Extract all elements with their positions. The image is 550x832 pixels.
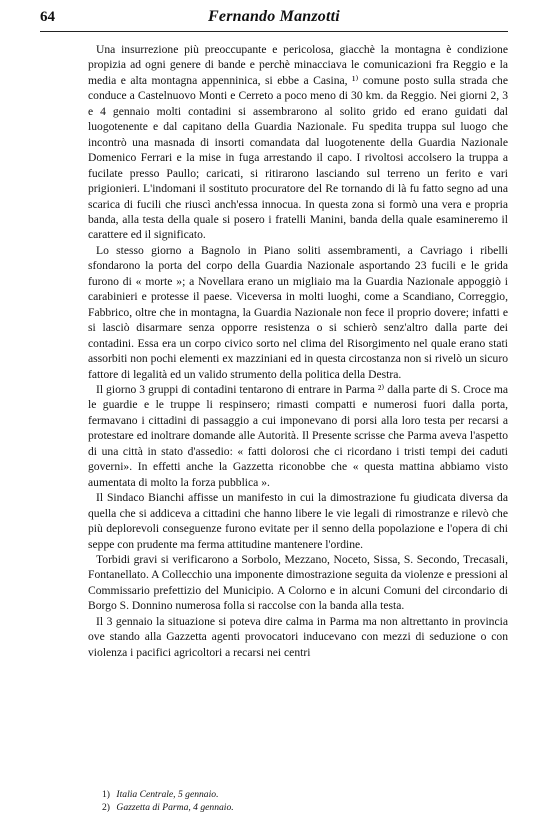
footnotes [88, 788, 508, 814]
footnote-text: Italia Centrale, 5 gennaio. [116, 789, 219, 800]
paragraph: Torbidi gravi si verificarono a Sorbolo, Mezzano, Noceto, Sissa, S. Secondo, Trecasali, Fontanellato. A Collecchio una imponente dimostrazione seguita da violenze e pressioni al Commissario prefettizio del Municipio. A Colorno e in alcuni Comuni del circondario di Borgo S. Donnino numerosa folla si raccolse con la banda alla testa. [88, 552, 508, 613]
footnote-mark: 1) [102, 789, 110, 800]
paragraph: Il giorno 3 gruppi di contadini tentarono di entrare in Parma ²⁾ dalla parte di S. Croce ma le guardie e le truppe li respinsero; rimasti compatti e numerosi fuori dalla porta, fermavano i cittadini di passaggio a cui imponevano di porsi alla loro testa per recarsi a protestare ed inoltrare domande alle Autorità. Il Presente scrisse che Parma aveva l'aspetto di una città in stato d'assedio: « fatti dolorosi che ci ricordano i tristi tempi dei caduti governi». In effetti anche la Gazzetta riconobbe che « questa mattina abbiamo visto aumentata di molto la forza pubblica ». [88, 382, 508, 489]
paragraph: Lo stesso giorno a Bagnolo in Piano soliti assembramenti, a Cavriago i ribelli sfondarono la porta del corpo della Guardia Nazionale asportando 23 fucili e le grida furono di « morte »; a Novellara erano un migliaio ma la Guardia Nazionale appoggiò i carabinieri e protesse il paese. Viceversa in molti luoghi, come a Scandiano, Correggio, Fabbrico, oltre che in montagna, la Guardia Nazionale non fece il proprio dovere; infatti e si lasciò disarmare senza opporre resistenza o si schierò senz'altro dalla parte dei contadini. Essa era un corpo civico sorto nel clima del Risorgimento nel quale erano stati assorbiti non pochi elementi ex mazziniani ed in questa circostanza non si rivelò un sicuro fattore di legalità ed un valido strumento della politica della Destra. [88, 243, 508, 381]
footnote-text: Gazzetta di Parma, 4 gennaio. [116, 802, 234, 813]
page-number: 64 [40, 9, 55, 25]
footnote-mark: 2) [102, 802, 110, 813]
footnote [102, 801, 508, 814]
footnote [102, 788, 508, 801]
page-header [40, 7, 508, 32]
paragraph: Il Sindaco Bianchi affisse un manifesto in cui la dimostrazione fu giudicata diversa da quella che si addiceva a cittadini che hanno libere le vie legali di rimostranze e rilevò che più deplorevoli conseguenze furono evitate per il senno della popolazione e l'opera di chi seppe con prudente ma ferma attitudine mantenere l'ordine. [88, 491, 508, 551]
body-text [88, 42, 508, 660]
running-head: Fernando Manzotti [208, 8, 340, 25]
paragraph: Il 3 gennaio la situazione si poteva dire calma in Parma ma non altrettanto in provincia ove stando alla Gazzetta agenti provocatori inducevano con mezzi di seduzione o con violenza i pacifici agricoltori a recarsi nei centri [88, 614, 508, 659]
paragraph: Una insurrezione più preoccupante e pericolosa, giacchè la montagna è condizione propizia ad ogni genere di bande e perchè minacciava le comunicazioni fra Reggio e la media e alta montagna appenninica, si ebbe a Casina, ¹⁾ comune posto sulla strada che conduce a Castelnuovo Monti e Cerreto a poco meno di 30 km. da Reggio. Nei giorni 2, 3 e 4 gennaio molti contadini si assembrarono al solito grido ed erano guidati dal luogotenente e dal capitano della Guardia Nazionale. Fu spedita truppa sul luogo che incontrò una masnada di insorti comandata dal luogotenente della Guardia Nazionale Domenico Ferrari e la mise in fuga arrestando il capo. I rivoltosi accolsero la truppa a fucilate presso Paullo; caricati, si ritirarono lasciando sul terreno un ferito e vari prigionieri. L'indomani il sostituto procuratore del Re tornando di là fu fatto segno ad una scarica di fucili che riuscì anch'essa innocua. In questa zona si formò una vera e propria banda, alla testa della quale si posero i fratelli Manini, banda della quale esamineremo il carattere ed il significato. [88, 43, 508, 242]
